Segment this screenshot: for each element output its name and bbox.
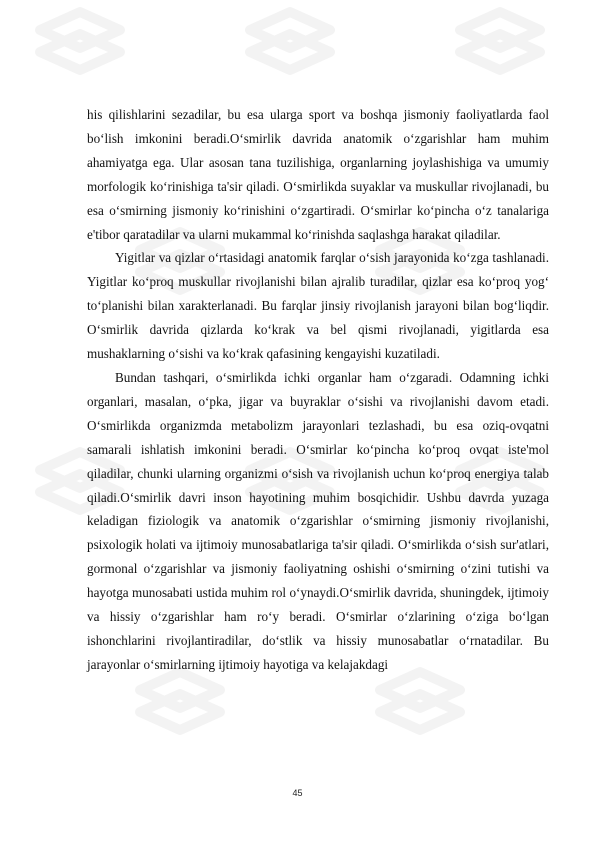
watermark-doc-icon: [250, 12, 330, 70]
watermark-doc-icon: [380, 672, 460, 730]
page-body: [87, 103, 549, 677]
paragraph-3: Bundan tashqari, o‘smirlikda ichki organlar ham o‘zgaradi. Odamning ichki organlari, masalan, o‘pka, jigar va buyraklar o‘sishi va rivojlanishi davom etadi. O‘smirlikda organizmda metabolizm jarayonlari tezlashadi, bu esa oziq-ovqatni samarali ishlatish imkonini beradi. O‘smirlar ko‘pincha ko‘proq ovqat iste'mol qiladilar, chunki ularning organizmi o‘sish va rivojlanish uchun ko‘proq energiya talab qiladi.O‘smirlik davri inson hayotining muhim bosqichidir. Ushbu davrda yuzaga keladigan fiziologik va anatomik o‘zgarishlar o‘smirning jismoniy rivojlanishi, psixologik holati va ijtimoiy munosabatlariga ta'sir qiladi. O‘smirlikda o‘sish sur'atlari, gormonal o‘zgarishlar va jismoniy faoliyatning oshishi o‘smirning o‘zini tutishi va hayotga munosabati ustida muhim rol o‘ynaydi.O‘smirlik davrida, shuningdek, ijtimoiy va hissiy o‘zgarishlar ham ro‘y beradi. O‘smirlar o‘zlarining o‘ziga bo‘lgan ishonchlarini rivojlantiradilar, do‘stlik va hissiy munosabatlar o‘rnatadilar. Bu jarayonlar o‘smirlarning ijtimoiy hayotiga va kelajakdagi: [87, 369, 549, 672]
paragraph-1: his qilishlarini sezadilar, bu esa ularga sport va boshqa jismoniy faoliyatlarda faol bo‘lish imkonini beradi.O‘smirlik davrida anatomik o‘zgarishlar ham muhim ahamiyatga ega. Ular asosan tana tuzilishiga, organlarning joylashishiga va umumiy morfologik ko‘rinishiga ta'sir qiladi. O‘smirlikda suyaklar va muskullar rivojlanadi, bu esa o‘smirning jismoniy ko‘rinishini o‘zgartiradi. O‘smirlar ko‘pincha o‘z tanalariga e'tibor qaratadilar va ularni mukammal ko‘rinishda saqlashga harakat qiladilar.: [87, 107, 549, 242]
page-number: 45: [292, 788, 303, 798]
watermark-doc-icon: [40, 12, 120, 70]
watermark-doc-icon: [460, 12, 540, 70]
watermark-doc-icon: [140, 672, 220, 730]
paragraph-2: Yigitlar va qizlar o‘rtasidagi anatomik farqlar o‘sish jarayonida ko‘zga tashlanadi. Yigitlar ko‘proq muskullar rivojlanishi bilan ajralib turadilar, qizlar esa ko‘proq yog‘ to‘planishi bilan xarakterlanadi. Bu farqlar jinsiy rivojlanish jarayoni bilan bog‘liqdir. O‘smirlik davrida qizlarda ko‘krak va bel qismi rivojlanadi, yigitlarda esa mushaklarning o‘sishi va ko‘krak qafasining kengayishi kuzatiladi.: [87, 250, 549, 362]
